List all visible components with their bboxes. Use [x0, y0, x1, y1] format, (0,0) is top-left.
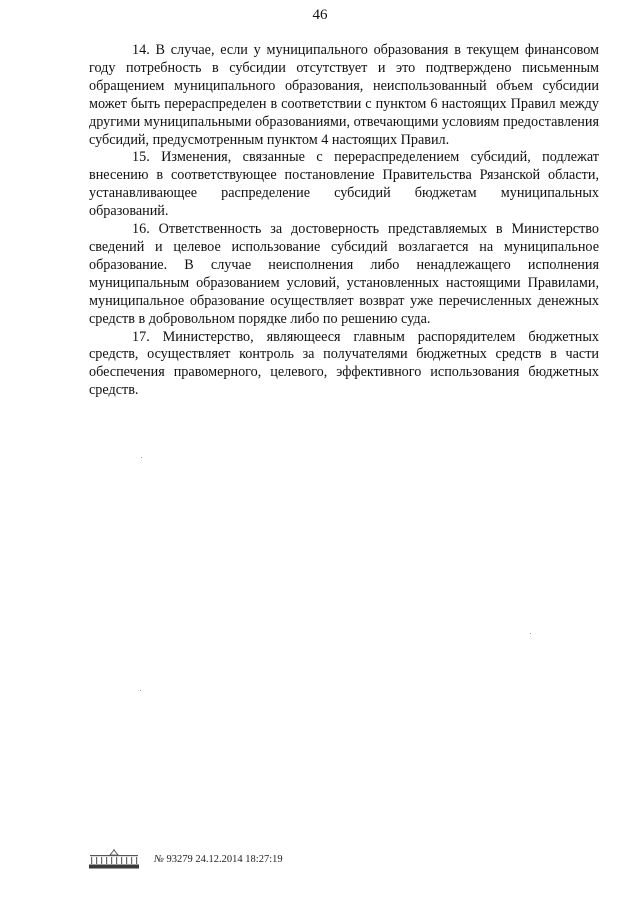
page-number: 46: [312, 7, 328, 23]
scan-speck: [530, 633, 531, 634]
government-building-stamp-icon: [88, 849, 140, 869]
scan-speck: [141, 457, 142, 458]
paragraph-14: 14. В случае, если у муниципального образования в текущем финансовом году потребность в субсидии отсутствует и это подтверждено письменным обращением муниципального образования, неиспользованный объем субсидии может быть перераспределен в соответствии с пунктом 6 настоящих Правил между другими муниципальными образованиями, отвечающими условиям предоставления субсидий, предусмотренным пунктом 4 настоящих Правил.: [89, 42, 599, 148]
document-body: [89, 42, 599, 400]
number-sign: №: [154, 853, 164, 865]
registration-timestamp: 24.12.2014 18:27:19: [195, 853, 283, 865]
paragraph-17: 17. Министерство, являющееся главным распорядителем бюджетных средств, осуществляет контроль за получателями бюджетных средств в части обеспечения правомерного, целевого, эффективного использования бюджетных средств.: [89, 328, 599, 399]
paragraph-16: 16. Ответственность за достоверность представляемых в Министерство сведений и целевое использование субсидий возлагается на муниципальное образование. В случае неисполнения либо ненадлежащего исполнения муниципальным образованием условий, установленных настоящими Правилами, муниципальное образование осуществляет возврат уже перечисленных денежных средств в добровольном порядке либо по решению суда.: [89, 221, 599, 327]
document-registration-stamp: [154, 854, 283, 865]
scan-speck: [140, 690, 141, 691]
document-number: 93279: [166, 853, 193, 865]
registration-footer: [88, 849, 283, 869]
paragraph-15: 15. Изменения, связанные с перераспределением субсидий, подлежат внесению в соответствующее постановление Правительства Рязанской области, устанавливающее распределение субсидий бюджетам муниципальных образований.: [89, 149, 599, 220]
